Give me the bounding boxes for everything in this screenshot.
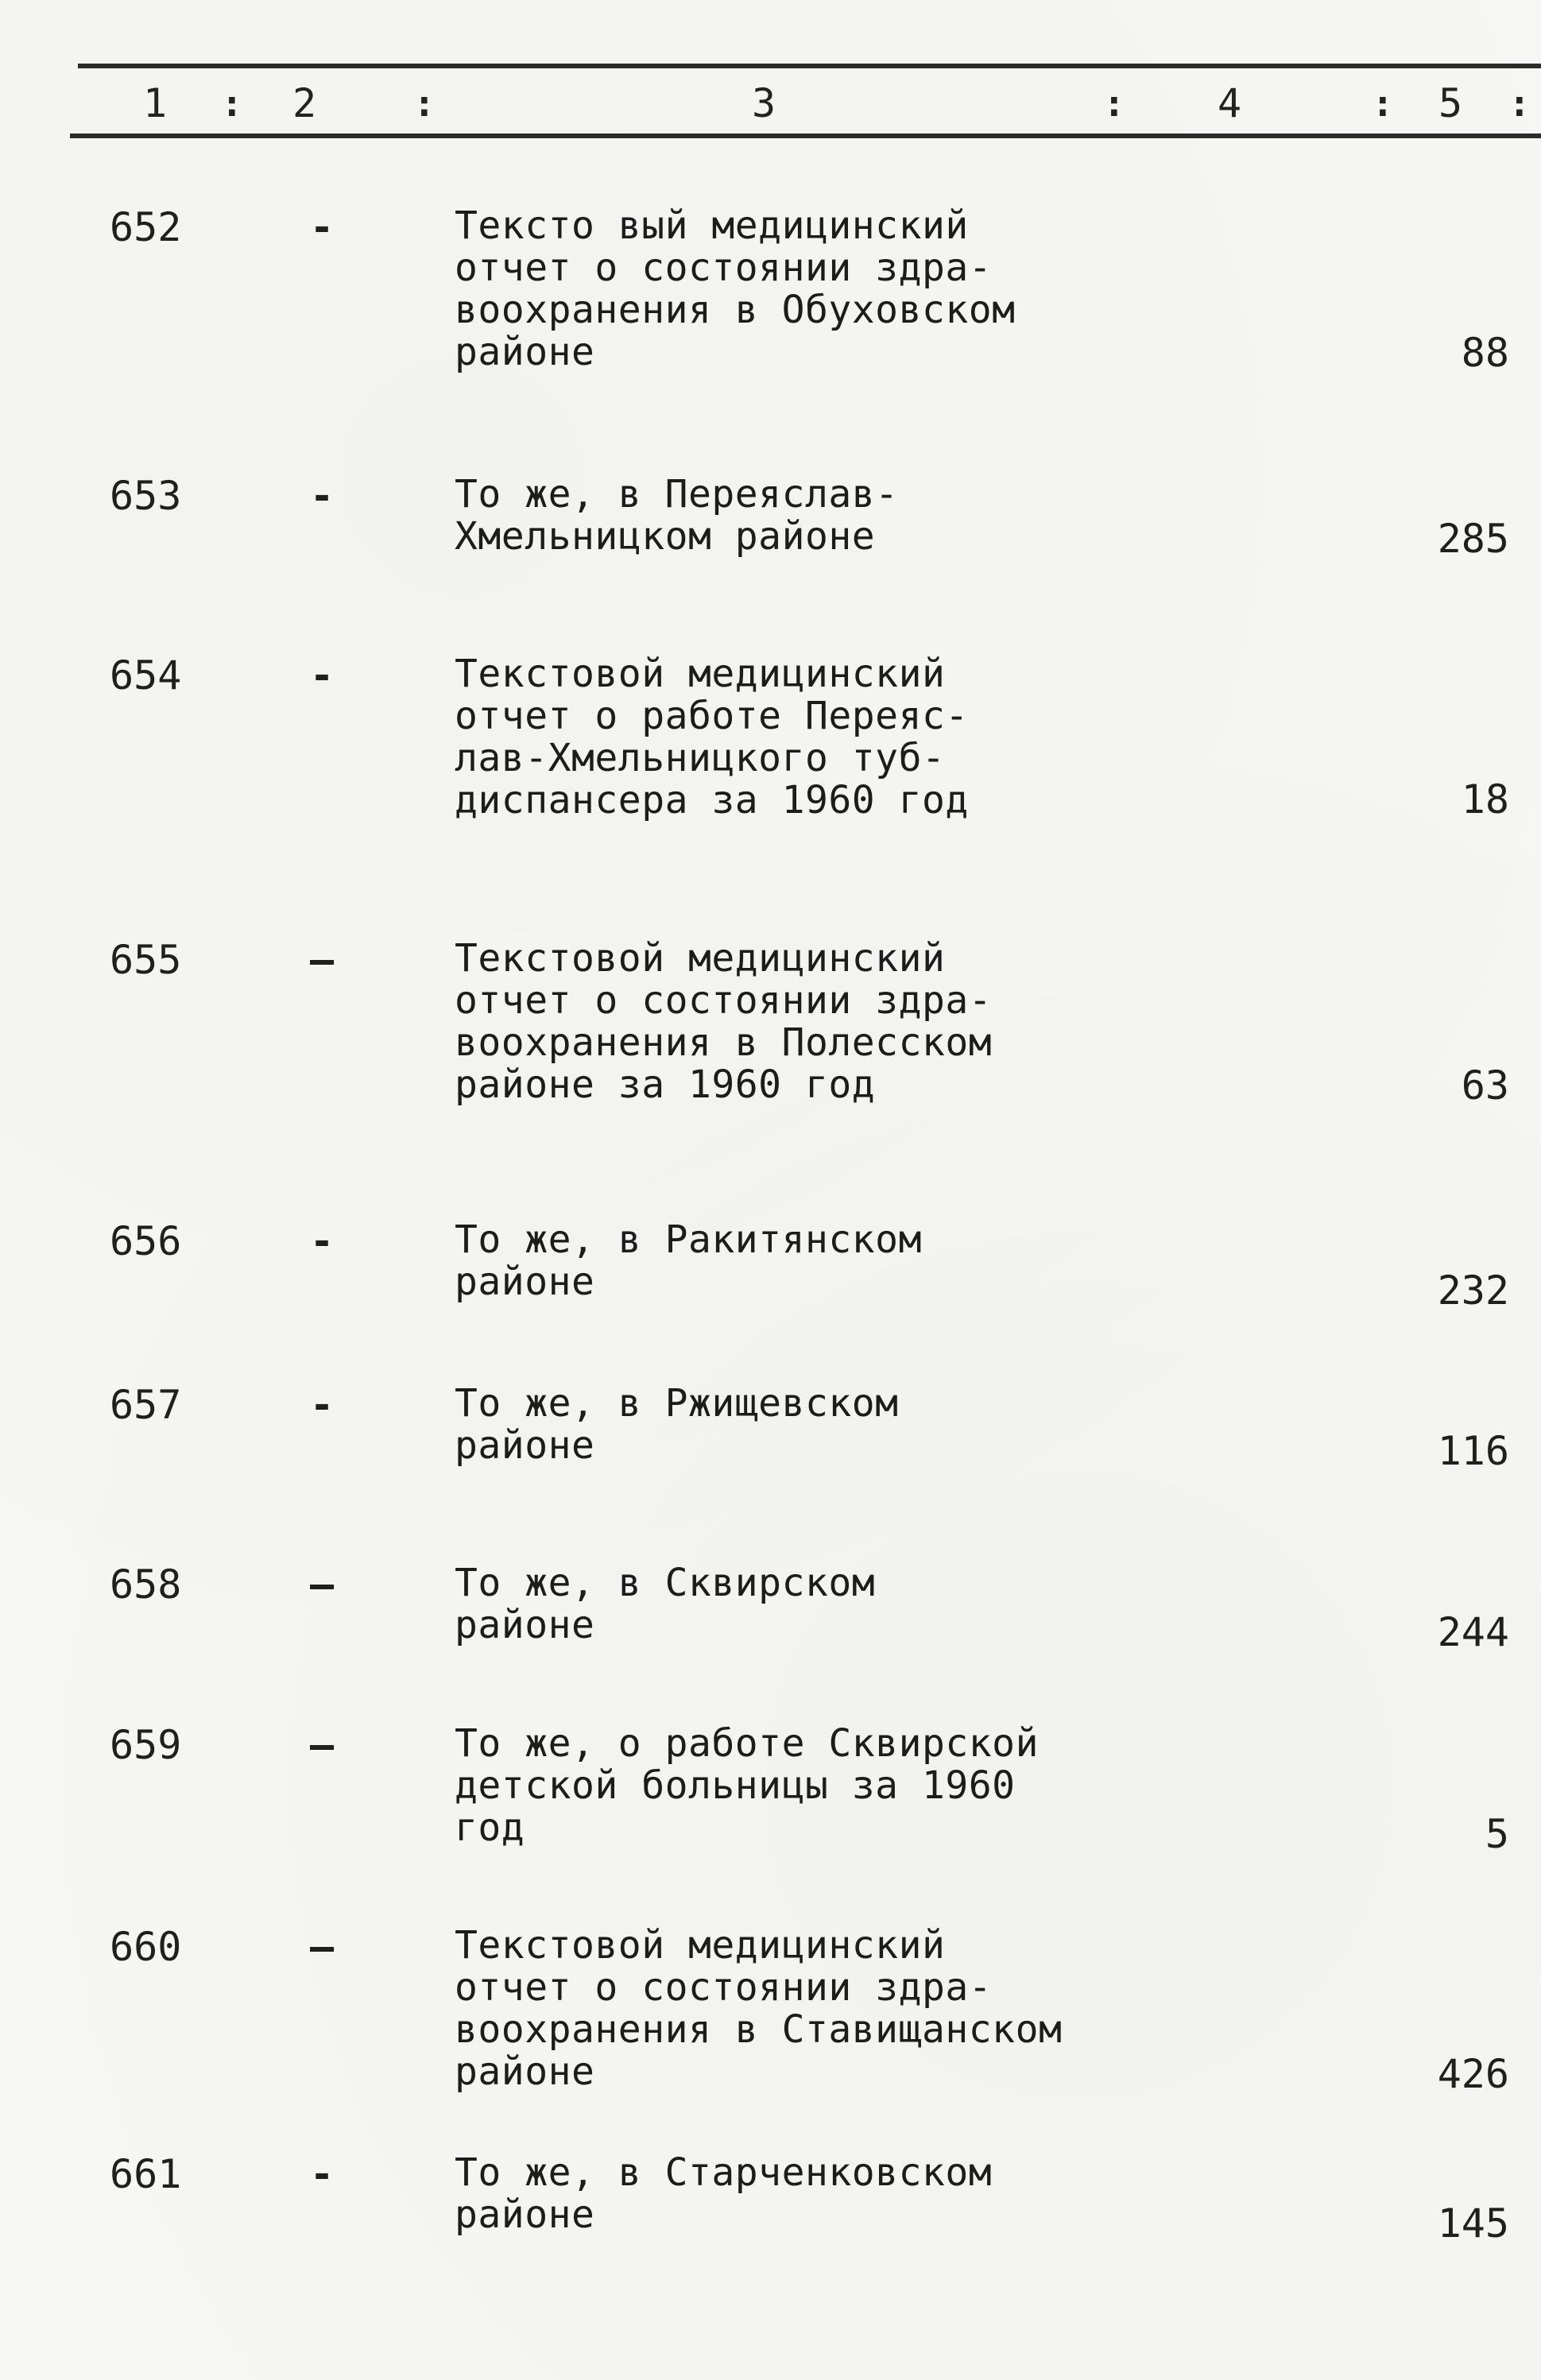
entry-pages: 5 bbox=[1485, 1811, 1509, 1857]
entry-number: 660 bbox=[110, 1924, 182, 1970]
entry-mark: - bbox=[310, 1218, 335, 1264]
entry-description: То же, в Ракитянском районе bbox=[455, 1217, 922, 1304]
entry-number: 658 bbox=[110, 1562, 182, 1608]
entry-pages: 426 bbox=[1437, 2051, 1509, 2097]
header-col-2: 2 bbox=[292, 80, 317, 126]
header-separator: : bbox=[1508, 82, 1531, 125]
header-separator: : bbox=[413, 82, 436, 125]
entry-number: 654 bbox=[110, 652, 182, 699]
entry-pages: 116 bbox=[1437, 1428, 1509, 1474]
header-bottom-rule bbox=[70, 134, 1541, 138]
header-separator: : bbox=[221, 82, 243, 125]
entry-number: 655 bbox=[110, 937, 182, 983]
entry-number: 653 bbox=[110, 473, 182, 519]
entry-number: 661 bbox=[110, 2151, 182, 2197]
entry-description: То же, в Ржищевском районе bbox=[455, 1381, 899, 1468]
entry-pages: 145 bbox=[1437, 2200, 1509, 2246]
entry-mark: — bbox=[310, 1924, 335, 1970]
entry-description: То же, в Сквирском районе bbox=[455, 1561, 876, 1647]
entry-pages: 18 bbox=[1461, 776, 1509, 822]
entry-description: То же, в Переяслав- Хмельницком районе bbox=[455, 472, 899, 559]
header-col-5: 5 bbox=[1438, 80, 1463, 126]
entry-pages: 244 bbox=[1437, 1609, 1509, 1655]
header-separator: : bbox=[1372, 82, 1394, 125]
header-separator: : bbox=[1103, 82, 1125, 125]
header-col-3: 3 bbox=[752, 80, 776, 126]
entry-number: 659 bbox=[110, 1722, 182, 1768]
entry-mark: - bbox=[310, 652, 335, 699]
entry-mark: — bbox=[310, 1722, 335, 1768]
entry-description: Текстовой медицинский отчет о состоянии здра- воохранения в Ставищанском районе bbox=[455, 1923, 1063, 2094]
entry-description: То же, о работе Сквирской детской больницы за 1960 год bbox=[455, 1721, 1039, 1850]
entry-mark: - bbox=[310, 204, 335, 250]
entry-pages: 63 bbox=[1461, 1062, 1509, 1109]
entry-pages: 232 bbox=[1437, 1267, 1509, 1314]
entry-description: Текстовой медицинский отчет о состоянии здра- воохранения в Полесском районе за 1960 год bbox=[455, 936, 993, 1107]
entry-number: 657 bbox=[110, 1382, 182, 1428]
entry-number: 652 bbox=[110, 204, 182, 250]
header-col-1: 1 bbox=[143, 80, 168, 126]
entry-mark: — bbox=[310, 937, 335, 983]
entry-description: Текстовой медицинский отчет о работе Переяс- лав-Хмельницкого туб- диспансера за 1960 год bbox=[455, 652, 969, 822]
header-col-4: 4 bbox=[1218, 80, 1242, 126]
entry-pages: 285 bbox=[1437, 516, 1509, 562]
entry-mark: - bbox=[310, 1382, 335, 1428]
entry-mark: - bbox=[310, 2151, 335, 2197]
entry-mark: — bbox=[310, 1562, 335, 1608]
entry-mark: - bbox=[310, 473, 335, 519]
entry-pages: 88 bbox=[1461, 330, 1509, 376]
entry-description: То же, в Старченковском районе bbox=[455, 2150, 993, 2237]
header-top-rule bbox=[78, 64, 1541, 68]
entry-description: Тексто вый медицинский отчет о состоянии здра- воохранения в Обуховском районе bbox=[455, 203, 1016, 374]
entry-number: 656 bbox=[110, 1218, 182, 1264]
